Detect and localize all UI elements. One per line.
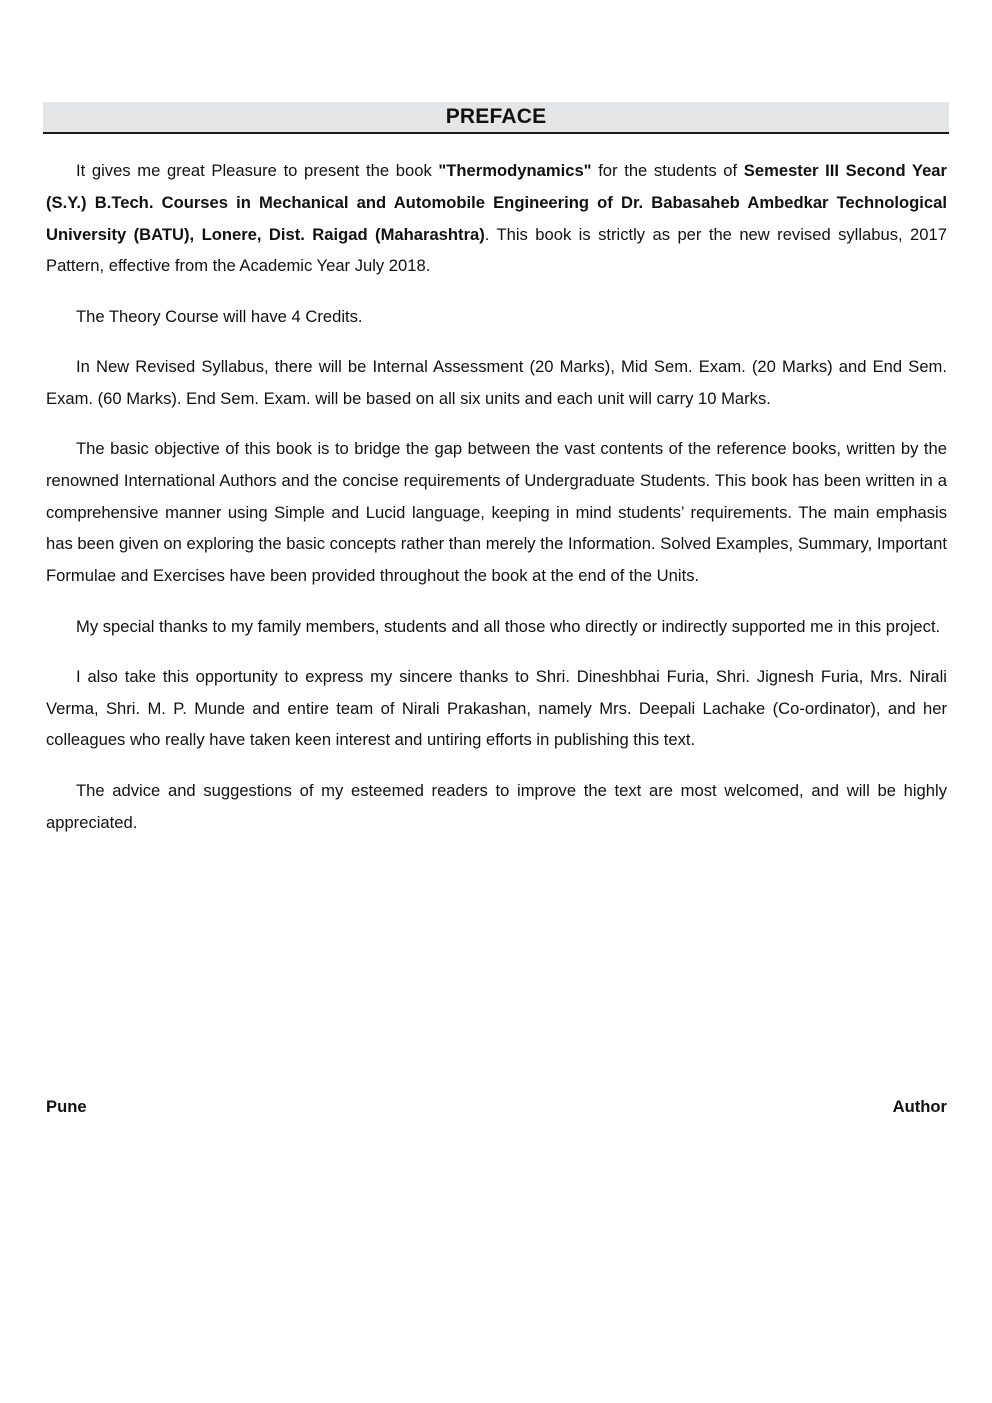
paragraph-thanks-publisher: I also take this opportunity to express my sincere thanks to Shri. Dineshbhai Furia, Shri. Jignesh Furia, Mrs. Nirali Verma, Shri. M. P. Munde and entire team of Nirali Prakashan, namely Mrs. Deepali Lachake (Co-ordinator), and her colleagues who really have taken keen interest and untiring efforts in publishing this text. bbox=[46, 666, 947, 750]
heading-bar bbox=[43, 102, 949, 134]
paragraph-advice: The advice and suggestions of my esteemed readers to improve the text are most welcomed, and will be highly appreciated. bbox=[46, 780, 947, 832]
signature-row bbox=[46, 1097, 947, 1117]
preface-body bbox=[46, 155, 947, 857]
intro-text-2: for the students of bbox=[591, 161, 744, 180]
page-title: PREFACE bbox=[445, 105, 547, 128]
paragraph-objective: The basic objective of this book is to bridge the gap between the vast contents of the reference books, written by the renowned International Authors and the concise requirements of Undergraduate Students. This book has been written in a comprehensive manner using Simple and Lucid language, keeping in mind students’ requirements. The main emphasis has been given on exploring the basic concepts rather than merely the Information. Solved Examples, Summary, Important Formulae and Exercises have been provided throughout the book at the end of the Units. bbox=[46, 439, 947, 586]
intro-text-3: . This book is strictly as per the new revised syllabus, 2017 Pattern, effective from the Academic Year July 2018. bbox=[46, 224, 947, 276]
paragraph-syllabus: In New Revised Syllabus, there will be Internal Assessment (20 Marks), Mid Sem. Exam. (20 Marks) and End Sem. Exam. (60 Marks). End Sem. Exam. will be based on all six units and each unit will carry 10 Marks. bbox=[46, 356, 947, 408]
place-label: Pune bbox=[46, 1097, 87, 1116]
course-description: Semester III Second Year (S.Y.) B.Tech. Courses in Mechanical and Automobile Engineering of Dr. Babasaheb Ambedkar Technological University (BATU), Lonere, Dist. Raigad (Maharashtra) bbox=[46, 161, 947, 244]
paragraph-credits: The Theory Course will have 4 Credits. bbox=[76, 306, 363, 326]
intro-text-1: It gives me great Pleasure to present the book bbox=[76, 161, 439, 180]
paragraph-thanks-family: My special thanks to my family members, students and all those who directly or indirectly supported me in this project. bbox=[76, 616, 941, 636]
book-title: "Thermodynamics" bbox=[438, 161, 592, 180]
paragraph-intro bbox=[46, 155, 947, 282]
author-label: Author bbox=[892, 1097, 947, 1116]
